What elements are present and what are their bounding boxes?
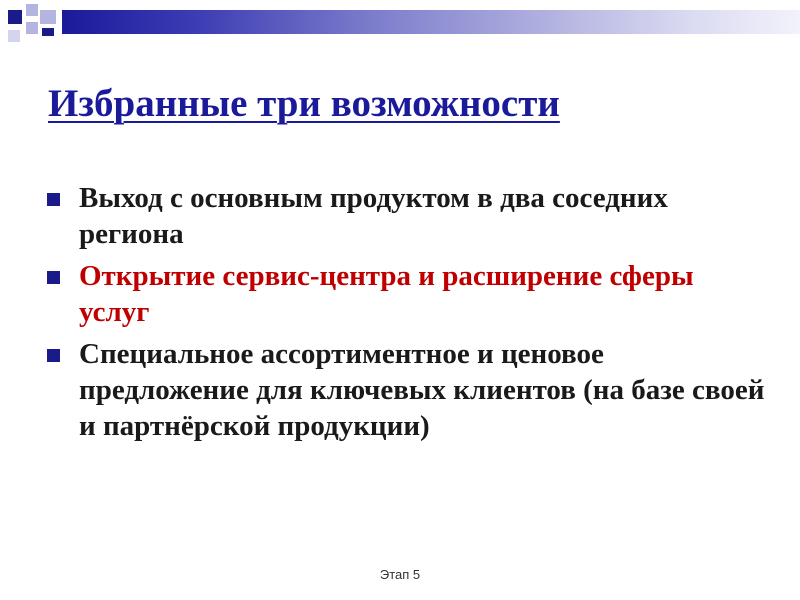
square-bullet-icon xyxy=(47,193,60,206)
square-bullet-icon xyxy=(47,349,60,362)
square-bullet-icon xyxy=(47,271,60,284)
decor-square xyxy=(8,10,22,24)
bullet-item xyxy=(45,180,765,252)
decor-square xyxy=(40,10,56,24)
bullet-text: Выход с основным продуктом в два соседних региона xyxy=(79,182,668,250)
decor-square xyxy=(26,22,38,34)
bullet-list xyxy=(45,180,765,450)
bullet-text: Открытие сервис-центра и расширение сферы услуг xyxy=(79,260,694,328)
decor-square xyxy=(26,4,38,16)
bullet-item xyxy=(45,336,765,444)
bullet-text: Специальное ассортиментное и ценовое предложение для ключевых клиентов (на базе своей и партнёрской продукции) xyxy=(79,338,765,442)
slide-footer: Этап 5 xyxy=(379,567,421,582)
slide-title: Избранные три возможности xyxy=(48,82,560,125)
bullet-item-highlighted xyxy=(45,258,765,330)
decor-square xyxy=(8,30,20,42)
header-gradient-bar xyxy=(62,10,800,34)
decor-square xyxy=(42,28,54,36)
